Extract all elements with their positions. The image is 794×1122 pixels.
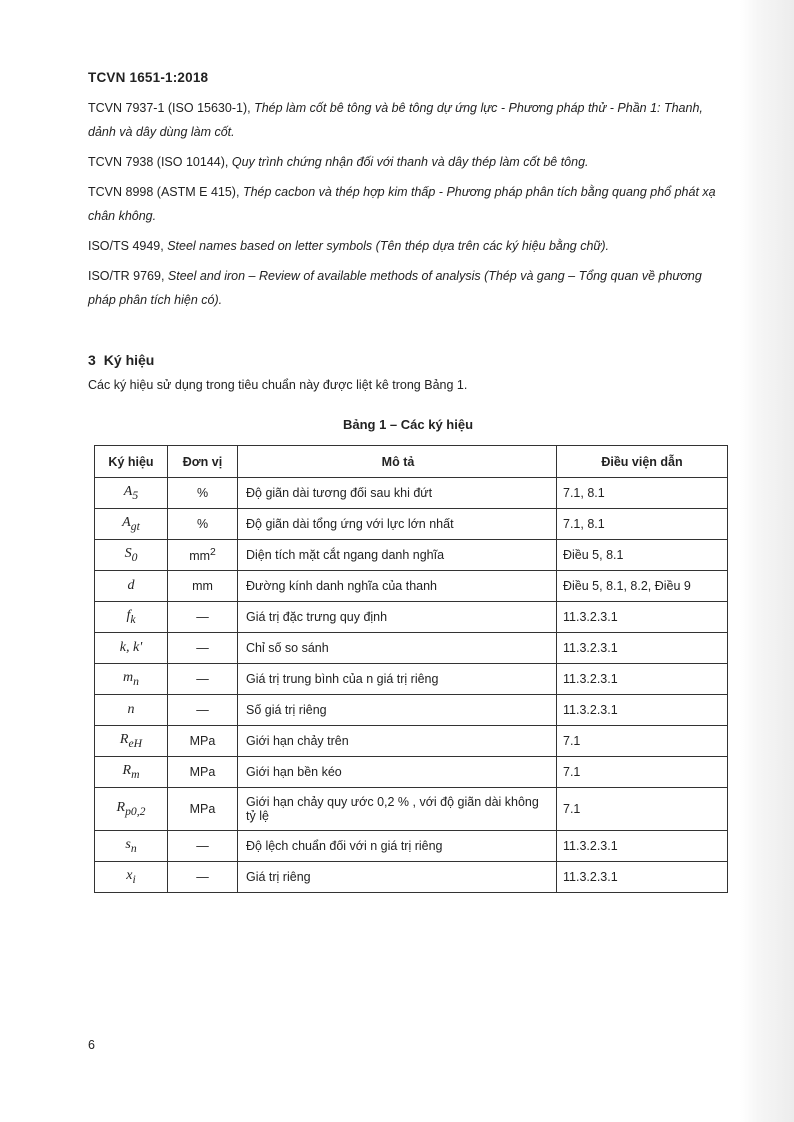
reference-title: Steel names based on letter symbols (Tên thép dựa trên các ký hiệu bằng chữ).	[167, 239, 609, 253]
header-description: Mô tả	[238, 446, 557, 478]
table-row	[95, 633, 728, 664]
symbol-cell	[95, 571, 168, 602]
symbol-base: S	[124, 546, 132, 562]
unit-value: —	[196, 610, 209, 624]
reference-cell: 7.1	[557, 726, 728, 757]
reference-cell: 11.3.2.3.1	[557, 695, 728, 726]
description-cell: Độ giãn dài tổng ứng với lực lớn nhất	[238, 509, 557, 540]
header-unit: Đơn vị	[168, 446, 238, 478]
symbol-subscript: 0	[131, 550, 138, 564]
unit-value: —	[196, 703, 209, 717]
unit-cell	[168, 571, 238, 602]
reference-code: TCVN 7937-1 (ISO 15630-1),	[88, 101, 251, 115]
reference-item	[88, 96, 728, 144]
symbol-base: d	[127, 578, 135, 593]
unit-cell	[168, 862, 238, 893]
table-header-row	[95, 446, 728, 478]
unit-value: —	[196, 870, 209, 884]
table-row	[95, 862, 728, 893]
reference-cell: Điều 5, 8.1, 8.2, Điều 9	[557, 571, 728, 602]
description-cell: Số giá trị riêng	[238, 695, 557, 726]
description-cell: Giá trị riêng	[238, 862, 557, 893]
symbol-base: f	[126, 608, 131, 624]
table-row	[95, 571, 728, 602]
description-cell: Giới hạn chảy quy ước 0,2 % , với độ giãn dài không tỷ lệ	[238, 788, 557, 831]
header-symbol: Ký hiệu	[95, 446, 168, 478]
table-row	[95, 509, 728, 540]
description-cell: Độ lệch chuẩn đối với n giá trị riêng	[238, 831, 557, 862]
reference-cell: 7.1, 8.1	[557, 478, 728, 509]
description-cell: Diện tích mặt cắt ngang danh nghĩa	[238, 540, 557, 571]
symbol-cell	[95, 862, 168, 893]
normative-references	[88, 96, 728, 318]
reference-title: Thép làm cốt bê tông và bê tông dự ứng lực - Phương pháp thử - Phần 1: Thanh, dảnh và dây dùng làm cốt.	[88, 101, 703, 139]
symbol-cell	[95, 695, 168, 726]
table-row	[95, 478, 728, 509]
description-cell: Giá trị đặc trưng quy định	[238, 602, 557, 633]
unit-value: —	[196, 672, 209, 686]
symbol-cell	[95, 831, 168, 862]
reference-title: Quy trình chứng nhận đối với thanh và dây thép làm cốt bê tông.	[231, 155, 589, 169]
unit-cell	[168, 509, 238, 540]
symbol-base: m	[123, 670, 134, 686]
table-row	[95, 540, 728, 571]
unit-cell	[168, 788, 238, 831]
reference-code: ISO/TR 9769,	[88, 269, 165, 283]
symbol-subscript: i	[132, 872, 136, 886]
unit-value: %	[196, 486, 209, 500]
unit-cell	[168, 633, 238, 664]
reference-title: Thép cacbon và thép hợp kim thấp - Phương pháp phân tích bằng quang phổ phát xạ chân không.	[88, 185, 716, 223]
reference-cell: 11.3.2.3.1	[557, 602, 728, 633]
table-caption: Bảng 1 – Các ký hiệu	[342, 417, 474, 432]
reference-item	[88, 150, 728, 174]
unit-value: mm	[192, 579, 213, 593]
description-cell: Chỉ số so sánh	[238, 633, 557, 664]
unit-value: MPa	[189, 734, 216, 748]
table-row	[95, 726, 728, 757]
reference-cell: 11.3.2.3.1	[557, 633, 728, 664]
section-number: 3	[88, 352, 96, 368]
symbol-base: A	[122, 515, 131, 531]
symbol-base: R	[116, 800, 126, 816]
symbol-cell	[95, 726, 168, 757]
reference-title: Steel and iron – Review of available methods of analysis (Thép và gang – Tổng quan về phương pháp phân tích hiện có).	[88, 269, 702, 307]
table-row	[95, 831, 728, 862]
unit-superscript: 2	[210, 546, 216, 558]
reference-item	[88, 180, 728, 228]
symbol-subscript: eH	[128, 736, 143, 750]
symbol-base: n	[127, 702, 135, 717]
table-row	[95, 757, 728, 788]
symbol-base: R	[122, 763, 132, 779]
unit-value: —	[196, 641, 209, 655]
description-cell: Giới hạn bền kéo	[238, 757, 557, 788]
section-title: Ký hiệu	[103, 352, 155, 368]
symbol-subscript: p0,2	[125, 804, 146, 818]
reference-cell: 7.1, 8.1	[557, 509, 728, 540]
reference-code: TCVN 7938 (ISO 10144),	[88, 155, 229, 169]
page-number: 6	[88, 1038, 95, 1052]
header-reference: Điều viện dẫn	[557, 446, 728, 478]
reference-code: TCVN 8998 (ASTM E 415),	[88, 185, 240, 199]
description-cell: Giới hạn chảy trên	[238, 726, 557, 757]
reference-cell: 11.3.2.3.1	[557, 862, 728, 893]
unit-value: mm	[189, 549, 211, 564]
symbol-subscript: gt	[130, 519, 140, 533]
standard-code: TCVN 1651-1:2018	[88, 70, 209, 85]
unit-cell	[168, 602, 238, 633]
description-cell: Đường kính danh nghĩa của thanh	[238, 571, 557, 602]
reference-cell: 11.3.2.3.1	[557, 664, 728, 695]
unit-value: MPa	[189, 765, 216, 779]
unit-value: —	[196, 839, 209, 853]
reference-code: ISO/TS 4949,	[88, 239, 164, 253]
symbol-subscript: 5	[132, 488, 139, 502]
reference-cell: 7.1	[557, 757, 728, 788]
symbol-base: x	[126, 868, 133, 884]
table-row	[95, 788, 728, 831]
unit-cell	[168, 695, 238, 726]
reference-item	[88, 234, 728, 258]
symbol-base: R	[119, 732, 129, 748]
section-heading	[88, 352, 154, 368]
description-cell: Giá trị trung bình của n giá trị riêng	[238, 664, 557, 695]
symbol-cell	[95, 540, 168, 571]
symbol-base: s	[125, 837, 131, 853]
symbol-cell	[95, 602, 168, 633]
symbol-cell	[95, 509, 168, 540]
table-row	[95, 602, 728, 633]
symbols-table	[94, 445, 728, 893]
symbol-subscript: n	[130, 841, 137, 855]
symbol-subscript: m	[131, 767, 140, 781]
unit-cell	[168, 540, 238, 571]
symbol-cell	[95, 757, 168, 788]
unit-value: %	[196, 517, 209, 531]
reference-cell: 11.3.2.3.1	[557, 831, 728, 862]
symbol-base: k, k'	[119, 640, 143, 655]
unit-cell	[168, 726, 238, 757]
symbol-cell	[95, 664, 168, 695]
symbol-subscript: n	[133, 674, 139, 688]
reference-item	[88, 264, 728, 312]
table-row	[95, 695, 728, 726]
table-row	[95, 664, 728, 695]
symbol-cell	[95, 478, 168, 509]
reference-cell: Điều 5, 8.1	[557, 540, 728, 571]
reference-cell: 7.1	[557, 788, 728, 831]
unit-cell	[168, 664, 238, 695]
unit-cell	[168, 831, 238, 862]
symbol-cell	[95, 633, 168, 664]
unit-cell	[168, 757, 238, 788]
unit-cell	[168, 478, 238, 509]
symbol-cell	[95, 788, 168, 831]
symbol-base: A	[123, 484, 133, 500]
symbol-subscript: k	[130, 612, 136, 626]
description-cell: Độ giãn dài tương đối sau khi đứt	[238, 478, 557, 509]
section-intro: Các ký hiệu sử dụng trong tiêu chuẩn này được liệt kê trong Bảng 1.	[88, 378, 468, 392]
unit-value: MPa	[189, 802, 216, 816]
